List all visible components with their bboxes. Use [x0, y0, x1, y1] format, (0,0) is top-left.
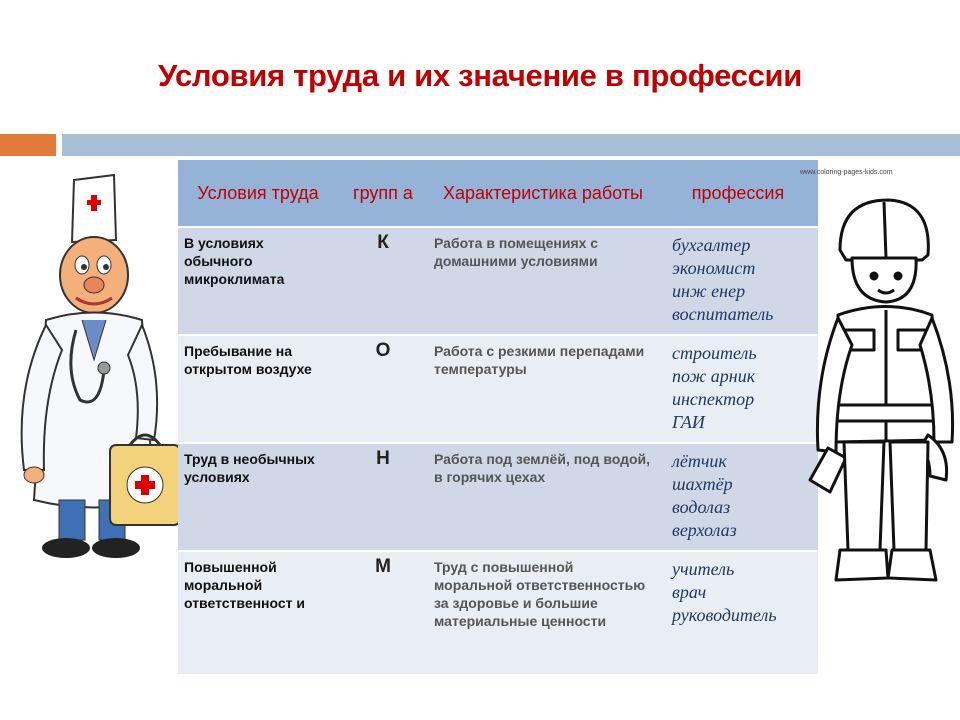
header-bar	[62, 134, 960, 156]
description-cell: Работа с резкими перепадами температуры	[428, 335, 658, 443]
group-cell: О	[338, 335, 428, 443]
profession-item: бухгалтер	[672, 235, 751, 255]
profession-item: руководитель	[672, 605, 777, 625]
description-cell: Работа в помещениях с домашними условиями	[428, 227, 658, 335]
table-row	[178, 443, 818, 551]
description-cell: Труд с повышенной моральной ответственностью за здоровье и большие материальные ценности	[428, 551, 658, 674]
condition-cell: Повышенной моральной ответственност и	[178, 551, 338, 674]
watermark: www.coloring-pages-kids.com	[800, 169, 893, 176]
profession-item: инспектор	[672, 389, 755, 409]
group-cell: М	[338, 551, 428, 674]
profession-item: пож арник	[672, 366, 756, 386]
condition-cell: Труд в необычных условиях	[178, 443, 338, 551]
professions-cell	[658, 335, 818, 443]
profession-item: верхолаз	[672, 520, 737, 540]
page-title: Условия труда и их значение в профессии	[157, 58, 803, 93]
profession-item: врач	[672, 582, 707, 602]
header-characteristic: Характеристика работы	[428, 160, 658, 227]
header-group: групп а	[338, 160, 428, 227]
doctor-illustration	[4, 170, 184, 570]
group-cell: К	[338, 227, 428, 335]
conditions-table	[178, 160, 818, 662]
condition-cell: В условиях обычного микроклимата	[178, 227, 338, 335]
group-cell: Н	[338, 443, 428, 551]
profession-item: ГАИ	[672, 412, 705, 432]
profession-item: воспитатель	[672, 304, 774, 324]
table-row	[178, 551, 818, 674]
profession-item: лётчик	[672, 451, 727, 471]
table-row	[178, 335, 818, 443]
firefighter-illustration	[800, 180, 960, 600]
header-profession: профессия	[658, 160, 818, 227]
professions-cell	[658, 227, 818, 335]
professions-cell	[658, 551, 818, 674]
header-conditions: Условия труда	[178, 160, 338, 227]
table-row	[178, 227, 818, 335]
profession-item: строитель	[672, 343, 757, 363]
profession-item: водолаз	[672, 497, 731, 517]
profession-item: инж енер	[672, 281, 746, 301]
profession-item: учитель	[672, 559, 735, 579]
description-cell: Работа под землёй, под водой, в горячих цехах	[428, 443, 658, 551]
profession-item: экономист	[672, 258, 756, 278]
accent-bar	[0, 134, 56, 156]
condition-cell: Пребывание на открытом воздухе	[178, 335, 338, 443]
profession-item: шахтёр	[672, 474, 733, 494]
professions-cell	[658, 443, 818, 551]
